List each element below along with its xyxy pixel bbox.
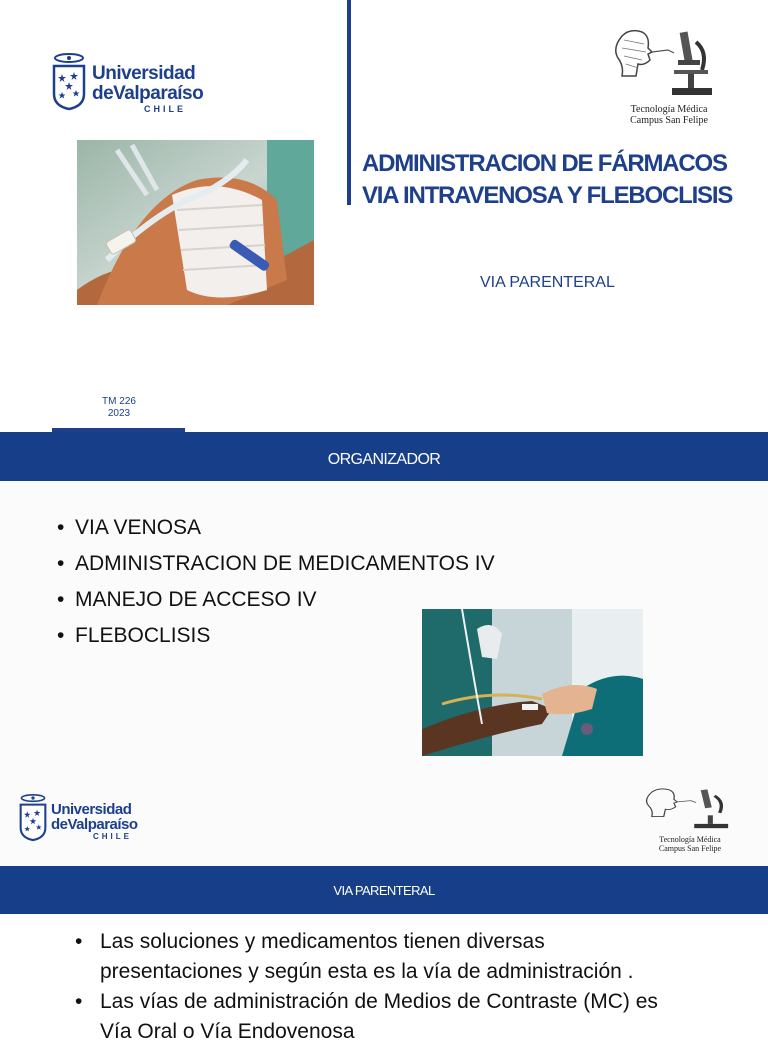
tm-caption-line1: Tecnología Médica	[659, 835, 721, 844]
course-year: 2023	[107, 408, 131, 419]
bullet-item: • VIA VENOSA	[57, 510, 495, 546]
tecnologia-medica-logo	[640, 786, 740, 853]
iv-hand-photo	[77, 140, 314, 305]
university-name-line2: deValparaíso	[92, 83, 204, 104]
tm-caption-line2: Campus San Felipe	[630, 115, 708, 126]
bullet-item: • Las vías de administración de Medios de Contraste (MC) es	[75, 987, 658, 1017]
presentation-subtitle: VIA PARENTERAL	[480, 274, 615, 291]
university-country: CHILE	[144, 104, 186, 114]
university-logo	[19, 793, 138, 841]
tm-caption-line1: Tecnología Médica	[630, 104, 708, 115]
bullet-dot-icon: •	[57, 516, 65, 539]
bullet-dot-icon: •	[57, 624, 65, 647]
university-country: CHILE	[93, 832, 132, 841]
via-parenteral-slide	[0, 801, 768, 1043]
title-line-1: ADMINISTRACION DE FÁRMACOS	[362, 150, 727, 177]
microscope-head-icon	[608, 26, 726, 98]
bullet-continuation: presentaciones y según esta es la vía de administración .	[100, 960, 634, 983]
title-divider-line	[347, 0, 351, 205]
bullet-item: • Las soluciones y medicamentos tienen diversas	[75, 927, 658, 957]
title-slide	[0, 0, 768, 432]
course-code: TM 226	[102, 396, 136, 407]
title-line-2: VIA INTRAVENOSA Y FLEBOCLISIS	[362, 182, 733, 209]
bullet-item: • FLEBOCLISIS	[57, 618, 495, 654]
tecnologia-medica-logo	[608, 26, 730, 126]
bullet-continuation: Vía Oral o Vía Endovenosa	[100, 1020, 355, 1043]
university-name-line2: deValparaíso	[51, 816, 138, 833]
microscope-head-icon	[640, 786, 740, 830]
tm-caption-line2: Campus San Felipe	[658, 844, 722, 853]
bullet-dot-icon: •	[57, 588, 65, 611]
course-info	[80, 396, 158, 420]
iv-procedure-photo	[422, 609, 643, 756]
bullet-item: • MANEJO DE ACCESO IV	[57, 582, 495, 618]
presentation-title	[362, 148, 762, 212]
organizer-header-band	[0, 432, 768, 481]
bullet-dot-icon: •	[75, 930, 83, 953]
university-shield-icon	[52, 52, 86, 110]
via-parenteral-header-title: VIA PARENTERAL	[333, 883, 435, 898]
organizer-header-title: ORGANIZADOR	[327, 451, 441, 468]
bullet-dot-icon: •	[57, 552, 65, 575]
university-logo	[52, 52, 203, 114]
bullet-item: • ADMINISTRACION DE MEDICAMENTOS IV	[57, 546, 495, 582]
university-name-line1: Universidad	[92, 63, 196, 84]
university-shield-icon	[19, 793, 47, 841]
via-parenteral-bullet-list	[75, 927, 658, 1047]
bullet-dot-icon: •	[75, 990, 83, 1013]
via-parenteral-header-band	[0, 866, 768, 914]
university-name-line1: Universidad	[51, 801, 132, 818]
